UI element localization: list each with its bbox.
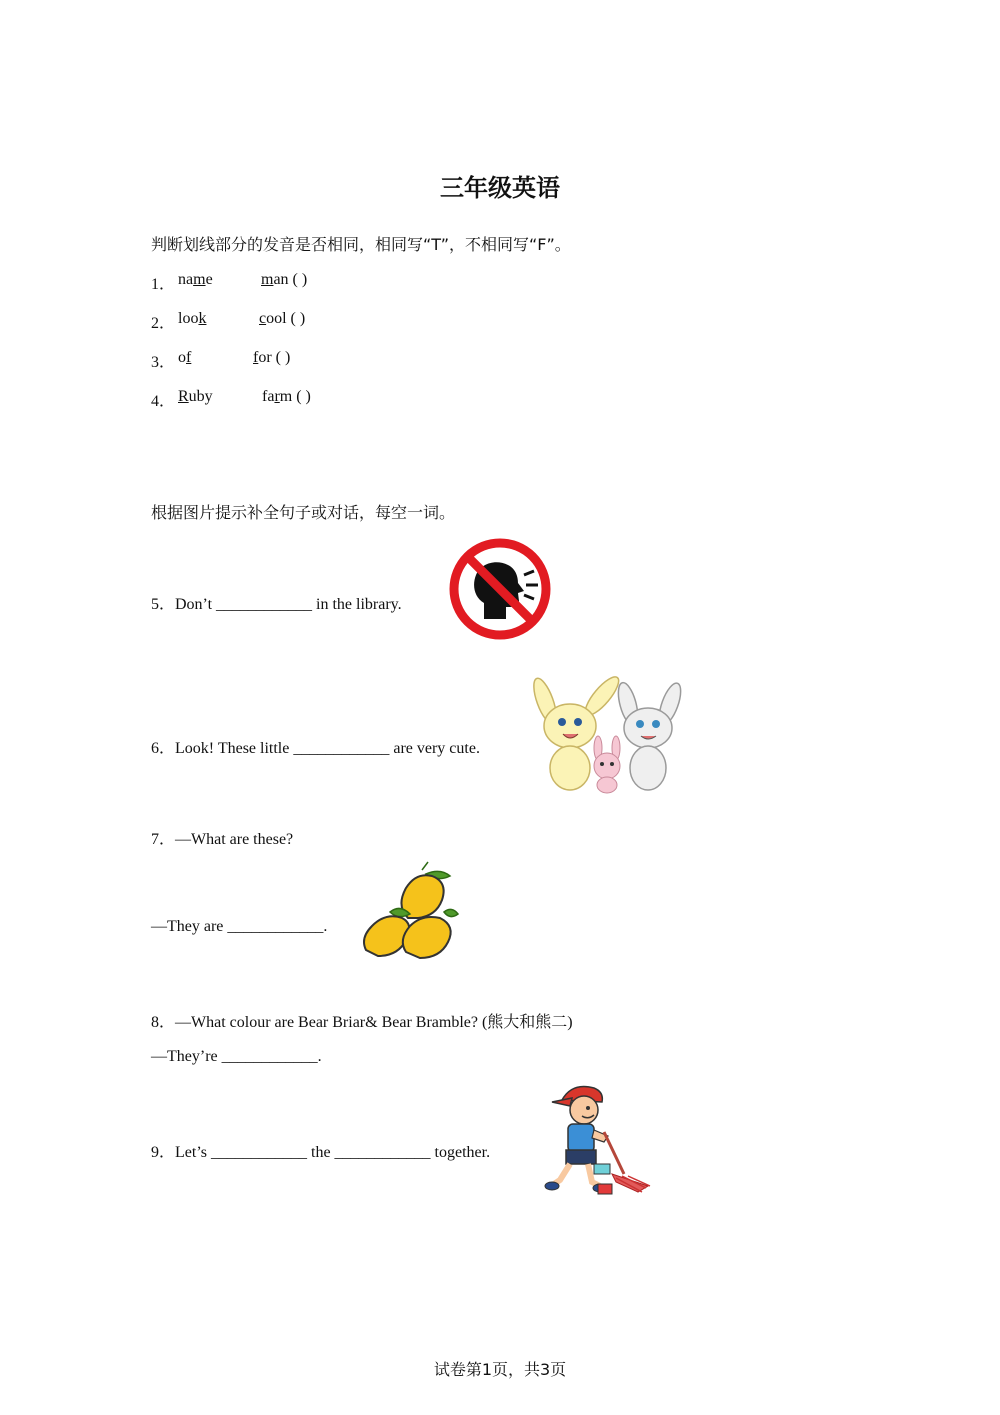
q8-answer: —They’re ____________. xyxy=(151,1048,322,1065)
page-title: 三年级英语 xyxy=(440,174,560,202)
q9-text: 9．Let’s ____________ the ____________ together. xyxy=(151,1144,491,1161)
section2-instruction: 根据图片提示补全句子或对话，每空一词。 xyxy=(151,503,456,522)
q1-word1: name xyxy=(178,271,213,288)
boy-sweeping-picture xyxy=(542,1082,654,1198)
mangoes-picture xyxy=(360,860,460,962)
q1-word2: man ( ) xyxy=(261,271,308,288)
q2-word2: cool ( ) xyxy=(259,310,306,327)
q4-word2: farm ( ) xyxy=(262,388,311,405)
q5-text: 5．Don’t ____________ in the library. xyxy=(151,596,402,613)
q2-number: 2． xyxy=(151,315,176,332)
q1-number: 1． xyxy=(151,276,176,293)
q3-word2: for ( ) xyxy=(253,349,291,366)
no-talking-icon xyxy=(448,537,552,641)
q7-question: 7．—What are these? xyxy=(151,831,294,848)
q7-answer: —They are ____________. xyxy=(151,918,328,935)
page-footer: 试卷第1页，共3页 xyxy=(433,1360,567,1379)
q8-question: 8．—What colour are Bear Briar& Bear Bramble? (熊大和熊二) xyxy=(151,1014,573,1031)
q3-word1: of xyxy=(178,349,192,366)
q4-word1: Ruby xyxy=(178,388,213,405)
q6-text: 6．Look! These little ____________ are very cute. xyxy=(151,740,480,757)
section1-instruction: 判断划线部分的发音是否相同，相同写“T”，不相同写“F”。 xyxy=(151,235,571,254)
q4-number: 4． xyxy=(151,393,176,410)
q2-word1: look xyxy=(178,310,207,327)
q3-number: 3． xyxy=(151,354,176,371)
rabbits-picture xyxy=(530,676,685,794)
